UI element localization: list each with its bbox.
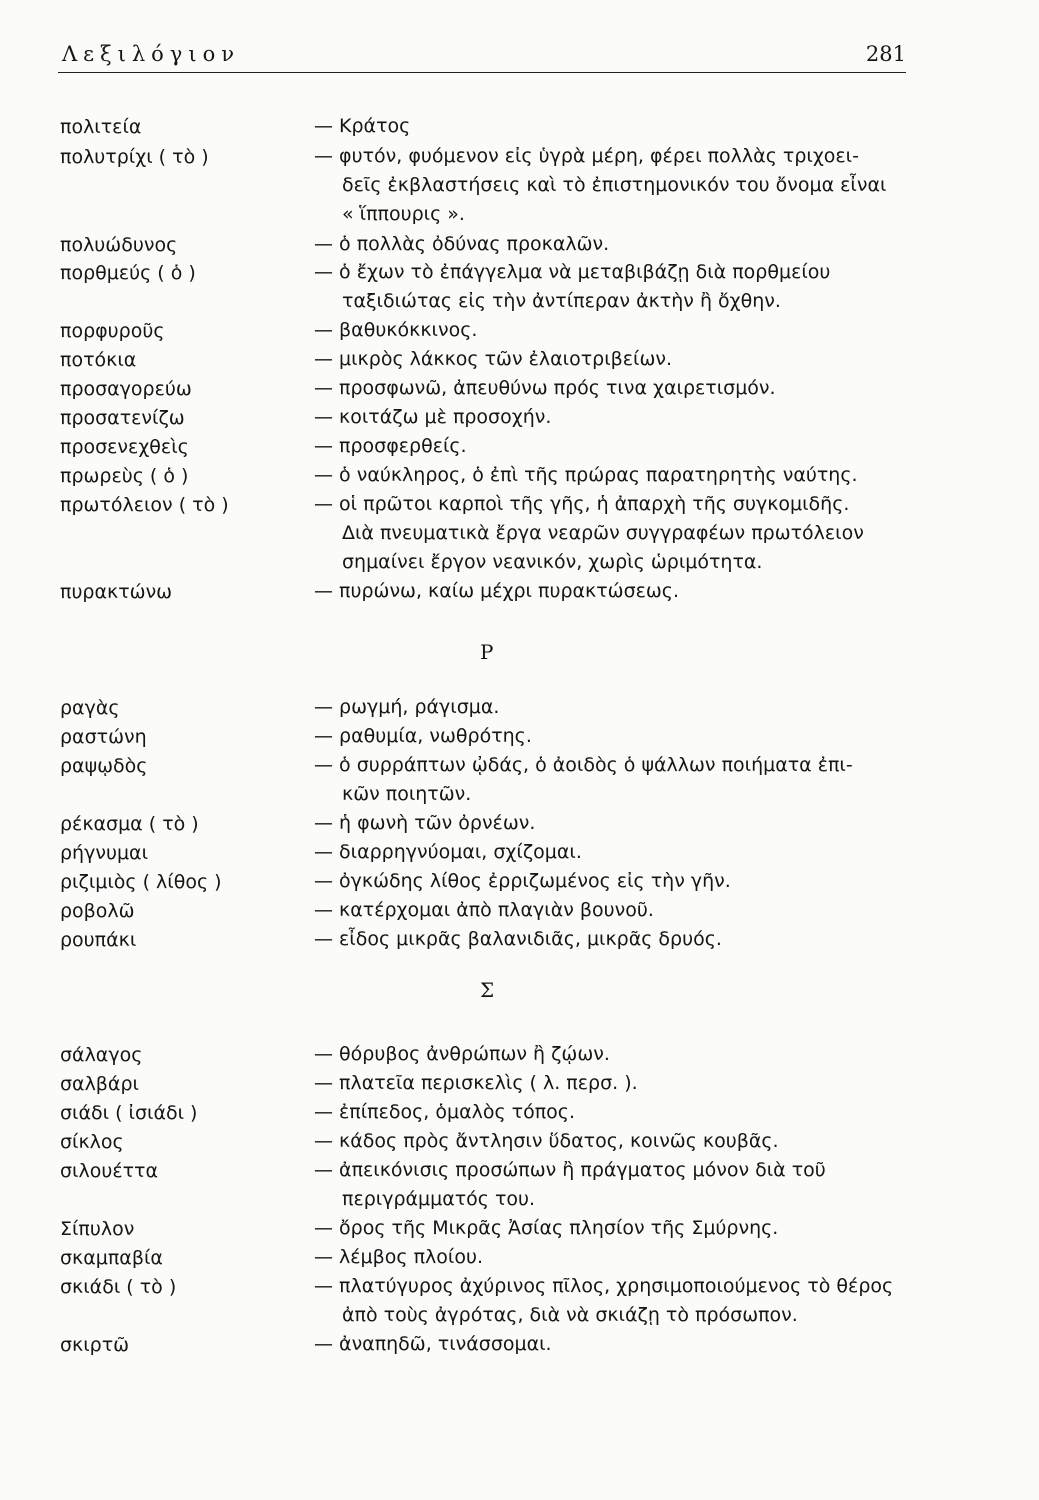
entry-headword: ριζιμιὸς ( λίθος ): [60, 871, 222, 893]
entry-definition-line: — προσφερθείς.: [314, 435, 467, 457]
entry-headword: σκαμπαβία: [60, 1247, 163, 1269]
entry-headword: ραγὰς: [60, 697, 120, 719]
entry-definition-line: — πυρώνω, καίω μέχρι πυρακτώσεως.: [314, 580, 679, 602]
entry-definition-line: κῶν ποιητῶν.: [342, 783, 472, 805]
entry-definition-line: — Κράτος: [314, 115, 411, 137]
entry-headword: σκιρτῶ: [60, 1334, 130, 1356]
entry-headword: ρέκασμα ( τὸ ): [60, 813, 199, 835]
entry-definition-line: — βαθυκόκκινος.: [314, 319, 478, 341]
running-title: Λεξιλόγιον: [62, 42, 240, 66]
entry-headword: σιλουέττα: [60, 1160, 159, 1182]
entry-definition-line: — ραθυμία, νωθρότης.: [314, 725, 532, 747]
entry-definition-line: σημαίνει ἔργον νεανικόν, χωρὶς ὡριμότητα.: [342, 551, 763, 573]
entry-definition-line: — κάδος πρὸς ἄντλησιν ὕδατος, κοινῶς κουβᾶς.: [314, 1130, 779, 1152]
entry-headword: πορφυροῦς: [60, 320, 165, 342]
entry-definition-line: — φυτόν, φυόμενον εἰς ὑγρὰ μέρη, φέρει πολλὰς τριχοει-: [314, 145, 859, 167]
entry-headword: ροβολῶ: [60, 900, 135, 922]
entry-definition-line: — θόρυβος ἀνθρώπων ἢ ζῴων.: [314, 1043, 610, 1065]
page-number: 281: [865, 42, 906, 66]
entry-definition-line: — διαρρηγνύομαι, σχίζομαι.: [314, 841, 582, 863]
entry-headword: πυρακτώνω: [60, 581, 173, 603]
entry-headword: ραστώνη: [60, 726, 147, 748]
entry-headword: πρωρεὺς ( ὁ ): [60, 465, 189, 487]
entry-headword: ραψῳδὸς: [60, 755, 148, 777]
entry-definition-line: — ἡ φωνὴ τῶν ὀρνέων.: [314, 812, 536, 834]
entry-headword: σάλαγος: [60, 1044, 143, 1066]
entry-definition-line: — πλατύγυρος ἀχύρινος πῖλος, χρησιμοποιούμενος τὸ θέρος: [314, 1275, 894, 1297]
entry-definition-line: — μικρὸς λάκκος τῶν ἐλαιοτριβείων.: [314, 348, 673, 370]
entry-definition-line: — ἀπεικόνισις προσώπων ἢ πράγματος μόνον διὰ τοῦ: [314, 1159, 826, 1181]
entry-definition-line: — ὁ ἔχων τὸ ἐπάγγελμα νὰ μεταβιβάζῃ διὰ πορθμείου: [314, 261, 831, 283]
entry-definition-line: — ἀναπηδῶ, τινάσσομαι.: [314, 1333, 552, 1355]
entry-definition-line: Διὰ πνευματικὰ ἔργα νεαρῶν συγγραφέων πρωτόλειον: [342, 522, 864, 544]
entry-definition-line: — ὄρος τῆς Μικρᾶς Ἀσίας πλησίον τῆς Σμύρνης.: [314, 1217, 779, 1239]
entry-headword: Σίπυλον: [60, 1218, 135, 1240]
entry-definition-line: — προσφωνῶ, ἀπευθύνω πρός τινα χαιρετισμόν.: [314, 377, 776, 399]
entry-headword: ρουπάκι: [60, 929, 137, 951]
entry-definition-line: — κατέρχομαι ἀπὸ πλαγιὰν βουνοῦ.: [314, 899, 654, 921]
entry-headword: σίκλος: [60, 1131, 124, 1153]
entry-definition-line: δεῖς ἐκβλαστήσεις καὶ τὸ ἐπιστημονικόν του ὄνομα εἶναι: [342, 174, 887, 196]
entry-definition-line: — ὁ πολλὰς ὀδύνας προκαλῶν.: [314, 233, 610, 255]
entry-headword: πολυτρίχι ( τὸ ): [60, 146, 209, 168]
entry-definition-line: — κοιτάζω μὲ προσοχήν.: [314, 406, 552, 428]
entry-headword: πρωτόλειον ( τὸ ): [60, 494, 229, 516]
entry-headword: σιάδι ( ἰσιάδι ): [60, 1102, 198, 1124]
entry-definition-line: — ὁ ναύκληρος, ὁ ἐπὶ τῆς πρώρας παρατηρητὴς ναύτης.: [314, 464, 858, 486]
entry-headword: προσενεχθεὶς: [60, 436, 189, 458]
entry-definition-line: ταξιδιώτας εἰς τὴν ἀντίπεραν ἀκτὴν ἢ ὄχθην.: [342, 290, 781, 312]
entry-definition-line: ἀπὸ τοὺς ἀγρότας, διὰ νὰ σκιάζῃ τὸ πρόσωπον.: [342, 1304, 798, 1326]
entry-headword: ποτόκια: [60, 349, 137, 371]
entry-definition-line: — ἐπίπεδος, ὁμαλὸς τόπος.: [314, 1101, 575, 1123]
section-letter-rho: Ρ: [480, 640, 494, 664]
entry-headword: σαλβάρι: [60, 1073, 139, 1095]
entry-definition-line: — πλατεῖα περισκελὶς ( λ. περσ. ).: [314, 1072, 638, 1094]
entry-definition-line: — ὁ συρράπτων ᾠδάς, ὁ ἀοιδὸς ὁ ψάλλων ποιήματα ἐπι-: [314, 754, 853, 776]
entry-definition-line: « ἵππουρις ».: [342, 203, 465, 225]
section-letter-sigma: Σ: [480, 978, 495, 1002]
entry-headword: ρήγνυμαι: [60, 842, 148, 864]
entry-headword: σκιάδι ( τὸ ): [60, 1276, 177, 1298]
entry-definition-line: — ὀγκώδης λίθος ἐρριζωμένος εἰς τὴν γῆν.: [314, 870, 731, 892]
entry-definition-line: — οἱ πρῶτοι καρποὶ τῆς γῆς, ἡ ἀπαρχὴ τῆς συγκομιδῆς.: [314, 493, 850, 515]
entry-definition-line: — εἶδος μικρᾶς βαλανιδιᾶς, μικρᾶς δρυός.: [314, 928, 722, 950]
entry-definition-line: — λέμβος πλοίου.: [314, 1246, 483, 1268]
entry-headword: πολιτεία: [60, 116, 142, 138]
entry-definition-line: — ρωγμή, ράγισμα.: [314, 696, 500, 718]
entry-headword: προσατενίζω: [60, 407, 185, 429]
entry-definition-line: περιγράμματός του.: [342, 1188, 536, 1210]
entry-headword: προσαγορεύω: [60, 378, 192, 400]
entry-headword: πολυώδυνος: [60, 234, 178, 256]
entry-headword: πορθμεύς ( ὁ ): [60, 262, 196, 284]
